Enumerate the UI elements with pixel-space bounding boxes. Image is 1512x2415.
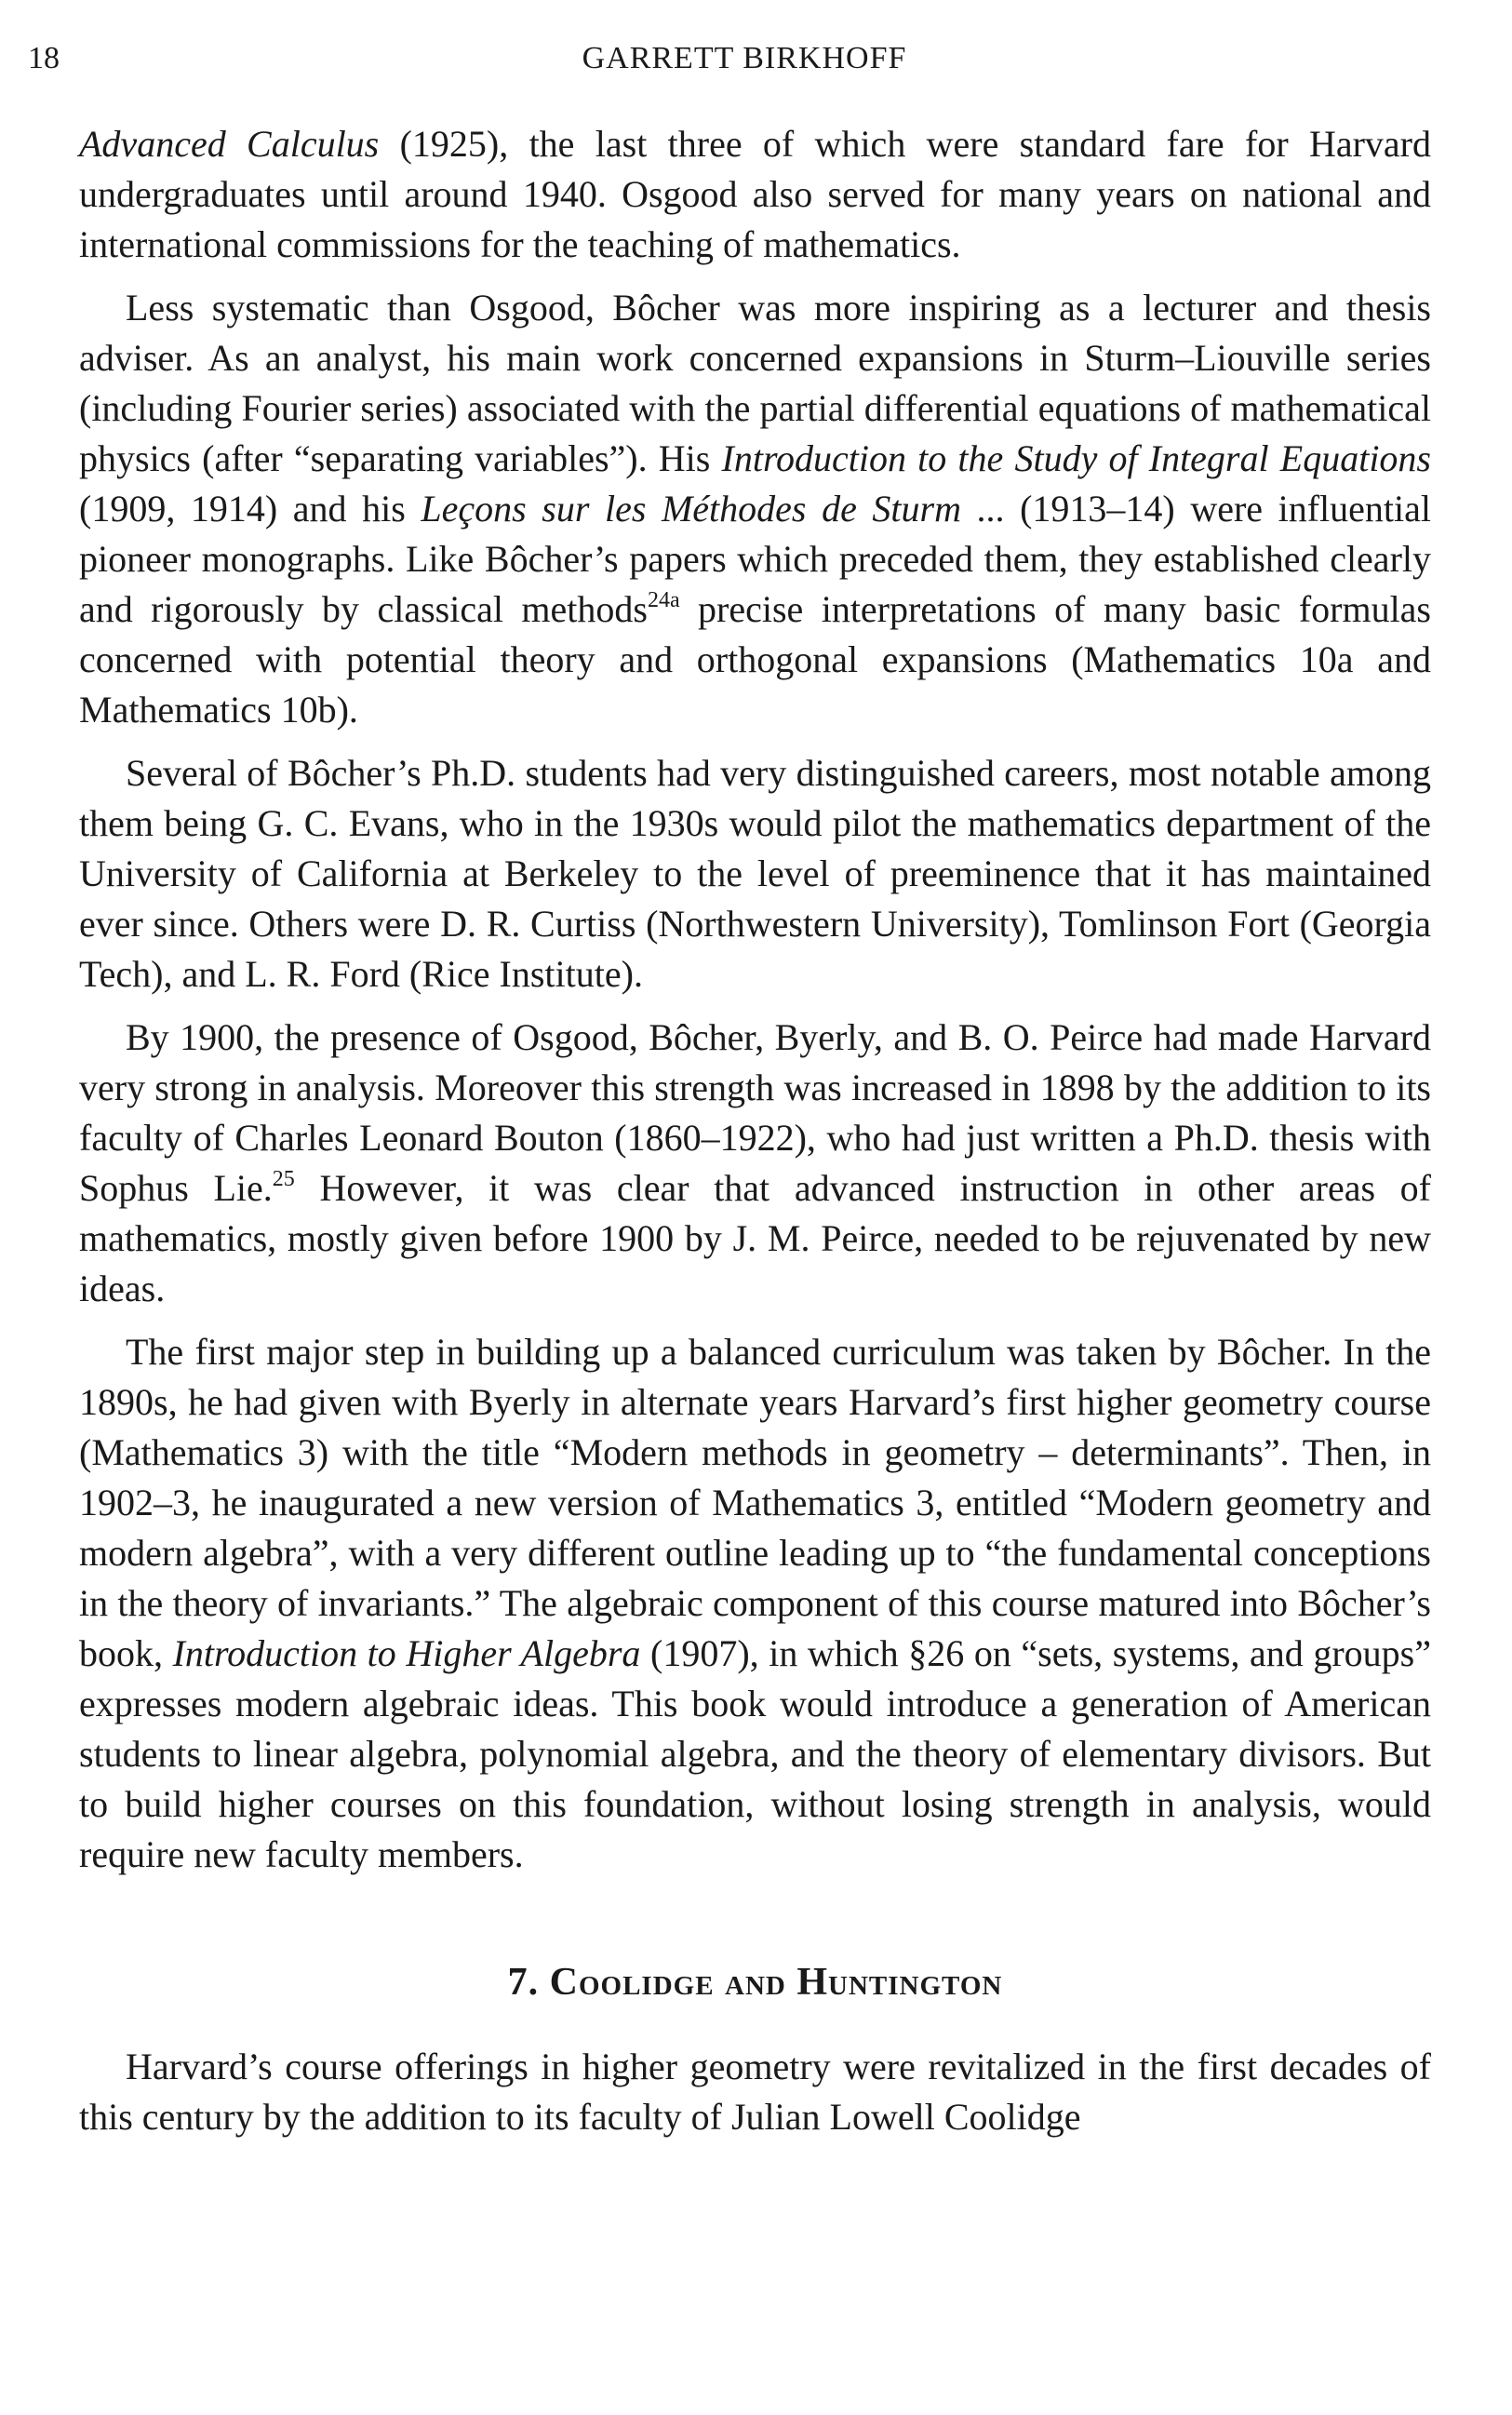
book-title-higher-algebra: Introduction to Higher Algebra [172, 1632, 641, 1674]
book-title-lecons-sturm: Leçons sur les Méthodes de Sturm [421, 488, 961, 530]
running-head [28, 35, 1461, 82]
book-title-integral-equations: Introduction to the Study of Integral Equations [721, 437, 1431, 479]
paragraph-5: The first major step in building up a balanced curriculum was taken by Bôcher. In the 1890s, he had given with Byerly in alternate years Harvard’s first higher geometry course (Mathematics 3) with the title “Modern methods in geometry – determinants”. Then, in 1902–3, he inaugurated a new version of Mathematics 3, entitled “Modern geometry and modern algebra”, with a very different outline leading up to “the fundamental conceptions in the theory of invariants.” The algebraic component of this course matured into Bôcher’s book, Introduction to Higher Algebra (1907), in which §26 on “sets, systems, and groups” expresses modern algebraic ideas. This book would introduce a generation of American students to linear algebra, polynomial algebra, and the theory of elementary divisors. But to build higher courses on this foundation, without losing strength in analysis, would require new faculty members. [79, 1331, 1432, 1875]
footnote-ref-24a: 24a [647, 588, 680, 612]
paragraph-4: By 1900, the presence of Osgood, Bôcher, Byerly, and B. O. Peirce had made Harvard very strong in analysis. Moreover this strength was increased in 1898 by the addition to its faculty of Charles Leonard Bouton (1860–1922), who had just written a Ph.D. thesis with Sophus Lie.$^{25}$ However, it was clear that advanced instruction in other areas of mathematics, mostly given before 1900 by J. M. Peirce, needed to be rejuvenated by new ideas. [79, 1016, 1431, 1309]
running-title: GARRETT BIRKHOFF [582, 41, 907, 75]
body-text [79, 119, 1431, 2155]
section-heading: 7. Coolidge and Huntington [507, 1961, 1003, 2004]
footnote-ref-25: 25 [272, 1167, 295, 1191]
paragraph-3: Several of Bôcher’s Ph.D. students had very distinguished careers, most notable among them being G. C. Evans, who in the 1930s would pilot the mathematics department of the University of California at Berkeley to the level of preeminence that it has maintained ever since. Others were D. R. Curtiss (Northwestern University), Tomlinson Fort (Georgia Tech), and L. R. Ford (Rice Institute). [79, 752, 1431, 995]
paragraph-6: Harvard’s course offerings in higher geometry were revitalized in the first decades of this century by the addition to its faculty of Julian Lowell Coolidge [79, 2046, 1431, 2138]
paragraph-1: Advanced Calculus (1925), the last three of which were standard fare for Harvard undergraduates until around 1940. Osgood also served for many years on national and international commissions for the teaching of mathematics. [79, 123, 1432, 265]
paragraph-2: Less systematic than Osgood, Bôcher was more inspiring as a lecturer and thesis adviser. As an analyst, his main work concerned expansions in Sturm–Liouville series (including Fourier series) associated with the partial differential equations of mathematical physics (after “separating variables”). His Introduction to the Study of Integral Equations (1909, 1914) and his Leçons sur les Méthodes de Sturm ... (1913–14) were influential pioneer monographs. Like Bôcher’s papers which preceded them, they established clearly and rigorously by classical methods$^{24a}$ precise interpretations of many basic formulas concerned with potential theory and orthogonal expansions (Mathematics 10a and Mathematics 10b). [79, 287, 1432, 731]
book-title-advanced-calculus: Advanced Calculus [79, 123, 380, 165]
page-number: 18 [28, 41, 60, 75]
